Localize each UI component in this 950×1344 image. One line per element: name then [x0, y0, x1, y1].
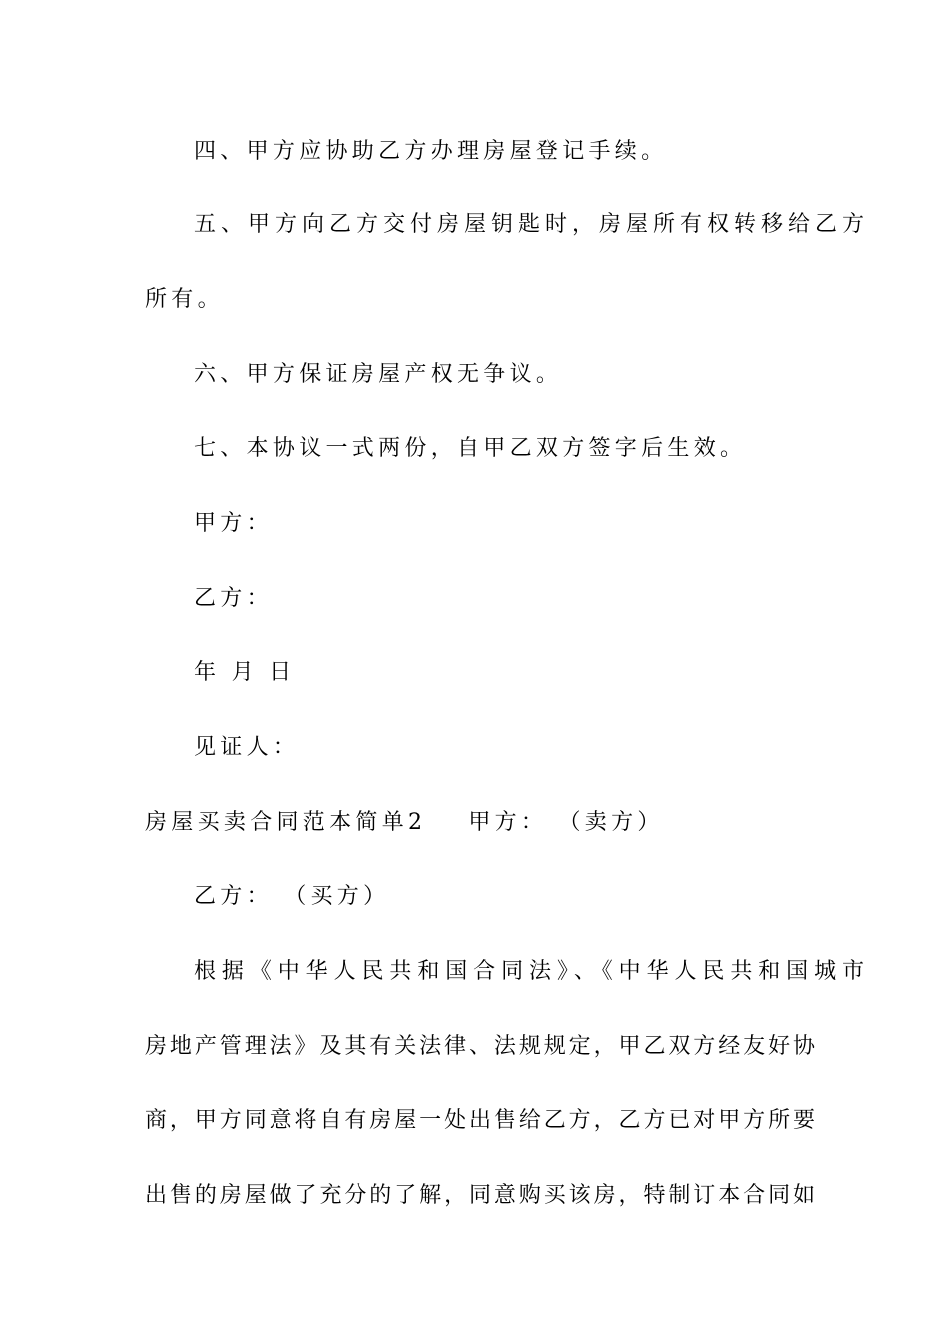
- witness: 见证人：: [194, 735, 300, 760]
- preamble-line-4: 出售的房屋做了充分的了解，同意购买该房，特制订本合同如: [145, 1183, 815, 1208]
- signature-date: 年 月 日: [194, 660, 296, 685]
- party-b-signature: 乙方：: [194, 586, 273, 611]
- party-b-buyer: 乙方： （买方）: [194, 884, 390, 909]
- preamble-line-1: 根据《中华人民共和国合同法》、《中华人民共和国城市: [194, 959, 864, 984]
- preamble-line-3: 商，甲方同意将自有房屋一处出售给乙方，乙方已对甲方所要: [145, 1108, 815, 1133]
- clause-five-continued: 所有。: [145, 287, 224, 312]
- preamble-line-2: 房地产管理法》及其有关法律、法规规定，甲乙双方经友好协: [145, 1034, 815, 1059]
- contract-title: 房屋买卖合同范本简单2: [145, 810, 427, 835]
- clause-five: 五、甲方向乙方交付房屋钥匙时，房屋所有权转移给乙方: [194, 212, 864, 237]
- party-a-signature: 甲方：: [194, 511, 273, 536]
- clause-six: 六、甲方保证房屋产权无争议。: [194, 362, 563, 387]
- heading-party-a: 甲方： （卖方）: [468, 810, 664, 835]
- clause-seven: 七、本协议一式两份，自甲乙双方签字后生效。: [194, 436, 747, 461]
- clause-four: 四、甲方应协助乙方办理房屋登记手续。: [194, 139, 668, 164]
- contract-heading: [145, 808, 815, 838]
